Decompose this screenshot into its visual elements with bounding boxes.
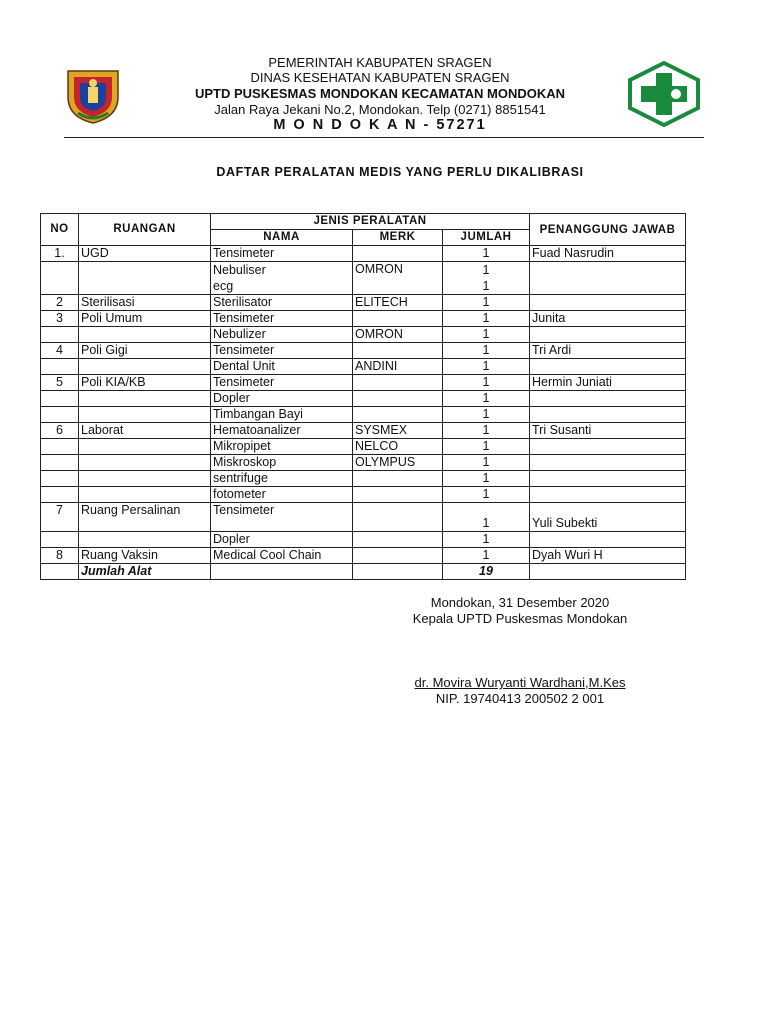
header-merk: MERK (353, 230, 443, 246)
cell-ruangan (79, 407, 211, 423)
cell-penanggung-jawab (530, 359, 686, 375)
signature-position: Kepala UPTD Puskesmas Mondokan (412, 611, 628, 626)
cell-ruangan: Sterilisasi (79, 295, 211, 311)
cell-ruangan: Ruang Vaksin (79, 548, 211, 564)
sragen-regency-emblem-icon (64, 67, 122, 125)
cell-no: 4 (41, 343, 79, 359)
cell-jumlah: 1 (443, 295, 530, 311)
cell-jumlah: 1 (443, 423, 530, 439)
cell-penanggung-jawab (530, 295, 686, 311)
cell-ruangan: Laborat (79, 423, 211, 439)
cell-nama: sentrifuge (211, 471, 353, 487)
cell-nama: Dental Unit (211, 359, 353, 375)
cell-merk (353, 343, 443, 359)
signature-name: dr. Movira Wuryanti Wardhani,M.Kes (414, 675, 626, 690)
cell-no (41, 439, 79, 455)
cell-ruangan: Poli Gigi (79, 343, 211, 359)
cell-ruangan: Poli Umum (79, 311, 211, 327)
cell-merk: ELITECH (353, 295, 443, 311)
cell-jumlah: 1 (443, 532, 530, 548)
cell-no (41, 455, 79, 471)
cell-penanggung-jawab: Junita (530, 311, 686, 327)
cell-no: 8 (41, 548, 79, 564)
header-no: NO (41, 214, 79, 246)
cell-merk (353, 548, 443, 564)
cell-ruangan (79, 391, 211, 407)
table-row (41, 439, 686, 455)
cell-penanggung-jawab (530, 532, 686, 548)
cell-nama: Sterilisator (211, 295, 353, 311)
cell-merk: OLYMPUS (353, 455, 443, 471)
cell-jumlah: 1 1 (443, 262, 530, 295)
document-title: DAFTAR PERALATAN MEDIS YANG PERLU DIKALIBRASI (216, 165, 584, 179)
table-row (41, 311, 686, 327)
cell-nama: Tensimeter (211, 503, 353, 532)
cell-jumlah: 1 (443, 246, 530, 262)
table-row (41, 327, 686, 343)
cell-no (41, 391, 79, 407)
cell-nama: Miskroskop (211, 455, 353, 471)
header-penanggung-jawab: PENANGGUNG JAWAB (530, 214, 686, 246)
header-city: M O N D O K A N - 57271 (273, 117, 487, 133)
cell-merk (353, 471, 443, 487)
total-merk-cell (353, 564, 443, 580)
cell-ruangan: Ruang Persalinan (79, 503, 211, 532)
cell-penanggung-jawab: Hermin Juniati (530, 375, 686, 391)
cell-jumlah: 1 (443, 503, 530, 532)
cell-merk (353, 375, 443, 391)
table-row (41, 295, 686, 311)
total-nama-cell (211, 564, 353, 580)
cell-nama: Dopler (211, 391, 353, 407)
table-row (41, 246, 686, 262)
cell-jumlah: 1 (443, 327, 530, 343)
cell-ruangan (79, 471, 211, 487)
puskesmas-logo-icon (624, 60, 704, 128)
cell-nama: Mikropipet (211, 439, 353, 455)
cell-penanggung-jawab (530, 327, 686, 343)
cell-ruangan (79, 262, 211, 295)
cell-penanggung-jawab (530, 487, 686, 503)
cell-no (41, 471, 79, 487)
cell-no (41, 262, 79, 295)
table-row (41, 548, 686, 564)
total-no-cell (41, 564, 79, 580)
cell-no: 5 (41, 375, 79, 391)
header-address: Jalan Raya Jekani No.2, Mondokan. Telp (0271) 8851541 (214, 102, 546, 117)
cell-penanggung-jawab (530, 455, 686, 471)
cell-jumlah: 1 (443, 487, 530, 503)
cell-nama: Medical Cool Chain (211, 548, 353, 564)
signature-place-date: Mondokan, 31 Desember 2020 (430, 595, 610, 610)
total-label: Jumlah Alat (79, 564, 211, 580)
cell-merk: NELCO (353, 439, 443, 455)
cell-penanggung-jawab: Fuad Nasrudin (530, 246, 686, 262)
cell-merk: OMRON (353, 262, 443, 295)
cell-merk: OMRON (353, 327, 443, 343)
cell-ruangan: Poli KIA/KB (79, 375, 211, 391)
cell-nama: Nebuliser ecg (211, 262, 353, 295)
cell-no: 3 (41, 311, 79, 327)
cell-ruangan (79, 487, 211, 503)
table-row (41, 487, 686, 503)
cell-no (41, 327, 79, 343)
cell-penanggung-jawab: Yuli Subekti (530, 503, 686, 532)
equipment-table (40, 213, 686, 580)
header-nama: NAMA (211, 230, 353, 246)
table-row (41, 375, 686, 391)
cell-jumlah: 1 (443, 311, 530, 327)
cell-no: 7 (41, 503, 79, 532)
table-row (41, 343, 686, 359)
cell-no (41, 359, 79, 375)
table-row (41, 503, 686, 532)
cell-jumlah: 1 (443, 375, 530, 391)
cell-merk (353, 532, 443, 548)
header-government: PEMERINTAH KABUPATEN SRAGEN (268, 55, 492, 70)
cell-penanggung-jawab (530, 407, 686, 423)
total-pj-cell (530, 564, 686, 580)
cell-penanggung-jawab: Tri Ardi (530, 343, 686, 359)
cell-merk (353, 407, 443, 423)
cell-jumlah: 1 (443, 407, 530, 423)
table-row (41, 471, 686, 487)
table-body (41, 246, 686, 564)
cell-ruangan (79, 455, 211, 471)
total-row (41, 564, 686, 580)
cell-jumlah: 1 (443, 471, 530, 487)
cell-penanggung-jawab (530, 391, 686, 407)
cell-nama: Tensimeter (211, 246, 353, 262)
cell-nama: Tensimeter (211, 375, 353, 391)
table-row (41, 532, 686, 548)
cell-ruangan (79, 359, 211, 375)
cell-ruangan (79, 439, 211, 455)
cell-nama: Tensimeter (211, 311, 353, 327)
header-jumlah: JUMLAH (443, 230, 530, 246)
cell-penanggung-jawab (530, 262, 686, 295)
cell-penanggung-jawab: Tri Susanti (530, 423, 686, 439)
table-row (41, 455, 686, 471)
cell-nama: Hematoanalizer (211, 423, 353, 439)
cell-no: 1. (41, 246, 79, 262)
cell-merk (353, 311, 443, 327)
table-row (41, 391, 686, 407)
cell-penanggung-jawab (530, 439, 686, 455)
cell-no (41, 407, 79, 423)
cell-penanggung-jawab: Dyah Wuri H (530, 548, 686, 564)
cell-nama: Dopler (211, 532, 353, 548)
header-agency: DINAS KESEHATAN KABUPATEN SRAGEN (250, 70, 510, 85)
table-row (41, 423, 686, 439)
cell-nama: fotometer (211, 487, 353, 503)
table-row (41, 262, 686, 295)
cell-merk: SYSMEX (353, 423, 443, 439)
table-row (41, 407, 686, 423)
cell-merk (353, 391, 443, 407)
cell-merk (353, 487, 443, 503)
cell-no (41, 532, 79, 548)
cell-merk: ANDINI (353, 359, 443, 375)
cell-penanggung-jawab (530, 471, 686, 487)
header-institution: UPTD PUSKESMAS MONDOKAN KECAMATAN MONDOKAN (194, 86, 565, 101)
cell-jumlah: 1 (443, 439, 530, 455)
cell-ruangan (79, 327, 211, 343)
cell-jumlah: 1 (443, 343, 530, 359)
header-divider (64, 137, 704, 138)
cell-nama: Timbangan Bayi (211, 407, 353, 423)
cell-jumlah: 1 (443, 391, 530, 407)
cell-no: 2 (41, 295, 79, 311)
cell-no: 6 (41, 423, 79, 439)
cell-jumlah: 1 (443, 548, 530, 564)
signature-nip: NIP. 19740413 200502 2 001 (435, 691, 605, 706)
cell-merk (353, 503, 443, 532)
table-row (41, 359, 686, 375)
cell-merk (353, 246, 443, 262)
header-jenis-peralatan: JENIS PERALATAN (211, 214, 530, 230)
cell-no (41, 487, 79, 503)
cell-ruangan: UGD (79, 246, 211, 262)
cell-nama: Nebulizer (211, 327, 353, 343)
cell-jumlah: 1 (443, 359, 530, 375)
header-ruangan: RUANGAN (79, 214, 211, 246)
total-value: 19 (443, 564, 530, 580)
cell-jumlah: 1 (443, 455, 530, 471)
cell-nama: Tensimeter (211, 343, 353, 359)
cell-ruangan (79, 532, 211, 548)
